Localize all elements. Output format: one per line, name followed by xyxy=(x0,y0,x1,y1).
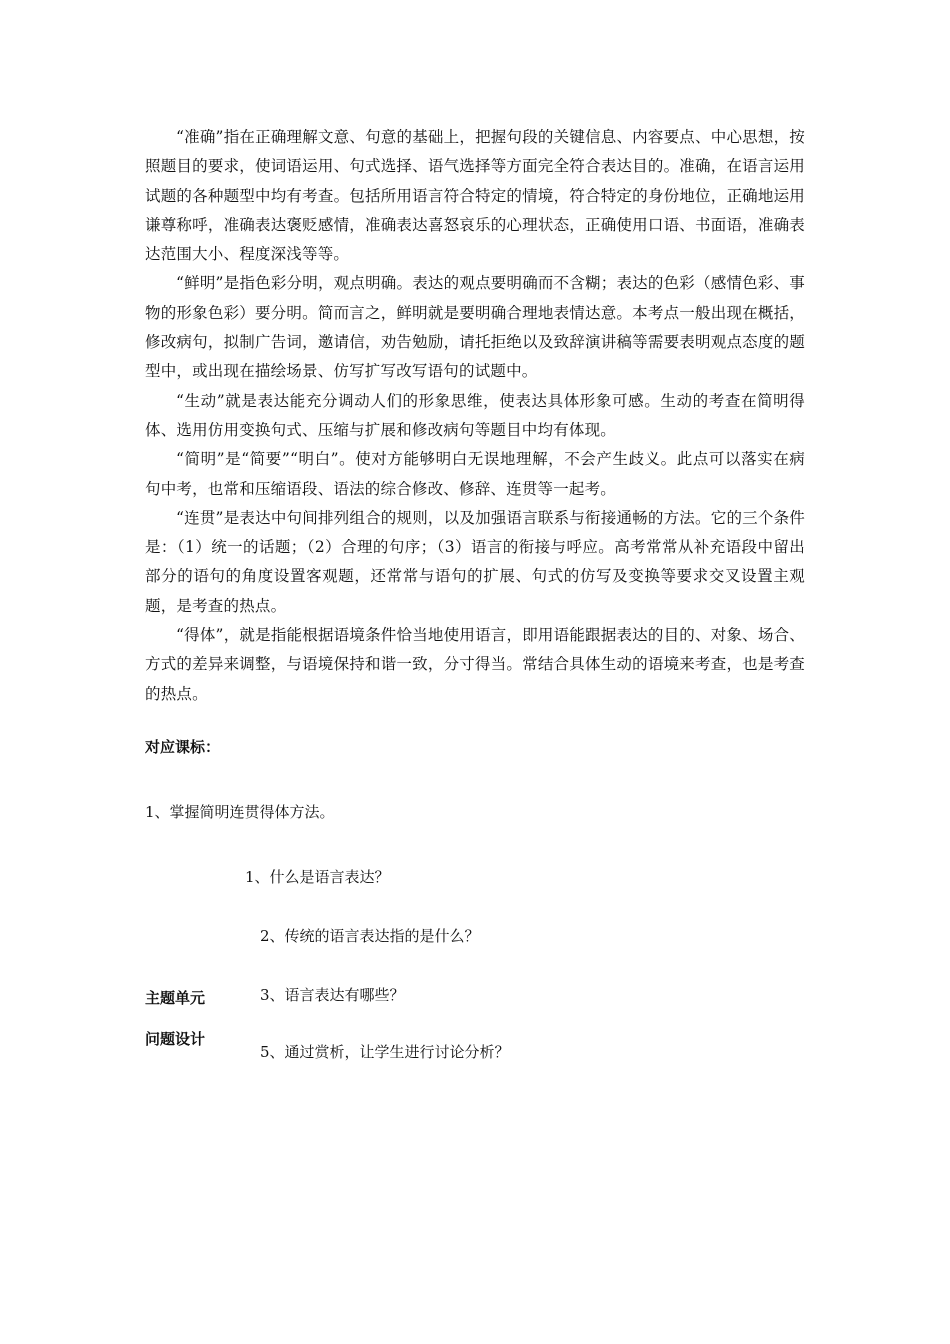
unit-label-design: 问题设计 xyxy=(145,1030,206,1048)
unit-question: 5、通过赏析，让学生进行讨论分析？ xyxy=(260,1043,510,1061)
paragraph-accurate: “准确”指在正确理解文意、句意的基础上，把握句段的关键信息、内容要点、中心思想，按照题目的要求，使词语运用、句式选择、语气选择等方面完全符合表达目的。准确，在语言运用试题的各种题型中均有考查。包括所用语言符合特定的情境，符合特定的身份地位，正确地运用谦尊称呼，准确表达褒贬感情，准确表达喜怒哀乐的心理状态，正确使用口语、书面语，准确表达范围大小、程度深浅等等。 xyxy=(145,128,805,264)
paragraph-concise: “简明”是“简要”“明白”。使对方能够明白无误地理解，不会产生歧义。此点可以落实在病句中考，也常和压缩语段、语法的综合修改、修辞、连贯等一起考。 xyxy=(145,450,805,498)
paragraph-appropriate: “得体”，就是指能根据语境条件恰当地使用语言，即用语能跟据表达的目的、对象、场合、方式的差异来调整，与语境保持和谐一致，分寸得当。常结合具体生动的语境来考查，也是考查的热点。 xyxy=(145,626,805,703)
unit-question: 2、传统的语言表达指的是什么？ xyxy=(260,927,480,945)
unit-question: 1、什么是语言表达？ xyxy=(245,868,390,886)
standards-heading: 对应课标： xyxy=(145,738,221,756)
paragraph-coherent: “连贯”是表达中句间排列组合的规则，以及加强语言联系与衔接通畅的方法。它的三个条件是：（1）统一的话题；（2）合理的句序；（3）语言的衔接与呼应。高考常常从补充语段中留出部分的语句的角度设置客观题，还常常与语句的扩展、句式的仿写及变换等要求交叉设置主观题，是考查的热点。 xyxy=(145,508,805,615)
paragraph-distinct: “鲜明”是指色彩分明，观点明确。表达的观点要明确而不含糊；表达的色彩（感情色彩、事物的形象色彩）要分明。简而言之，鲜明就是要明确合理地表情达意。本考点一般出现在概括，修改病句，拟制广告词，邀请信，劝告勉励，请托拒绝以及致辞演讲稿等需要表明观点态度的题型中，或出现在描绘场景、仿写扩写改写语句的试题中。 xyxy=(145,274,805,381)
unit-question: 3、语言表达有哪些？ xyxy=(260,986,405,1004)
standards-item: 1、掌握简明连贯得体方法。 xyxy=(145,803,335,821)
unit-label: 主题单元 xyxy=(145,989,206,1007)
body-text xyxy=(145,123,805,709)
paragraph-vivid: “生动”就是表达能充分调动人们的形象思维，使表达具体形象可感。生动的考查在简明得体、选用仿用变换句式、压缩与扩展和修改病句等题目中均有体现。 xyxy=(145,391,805,439)
